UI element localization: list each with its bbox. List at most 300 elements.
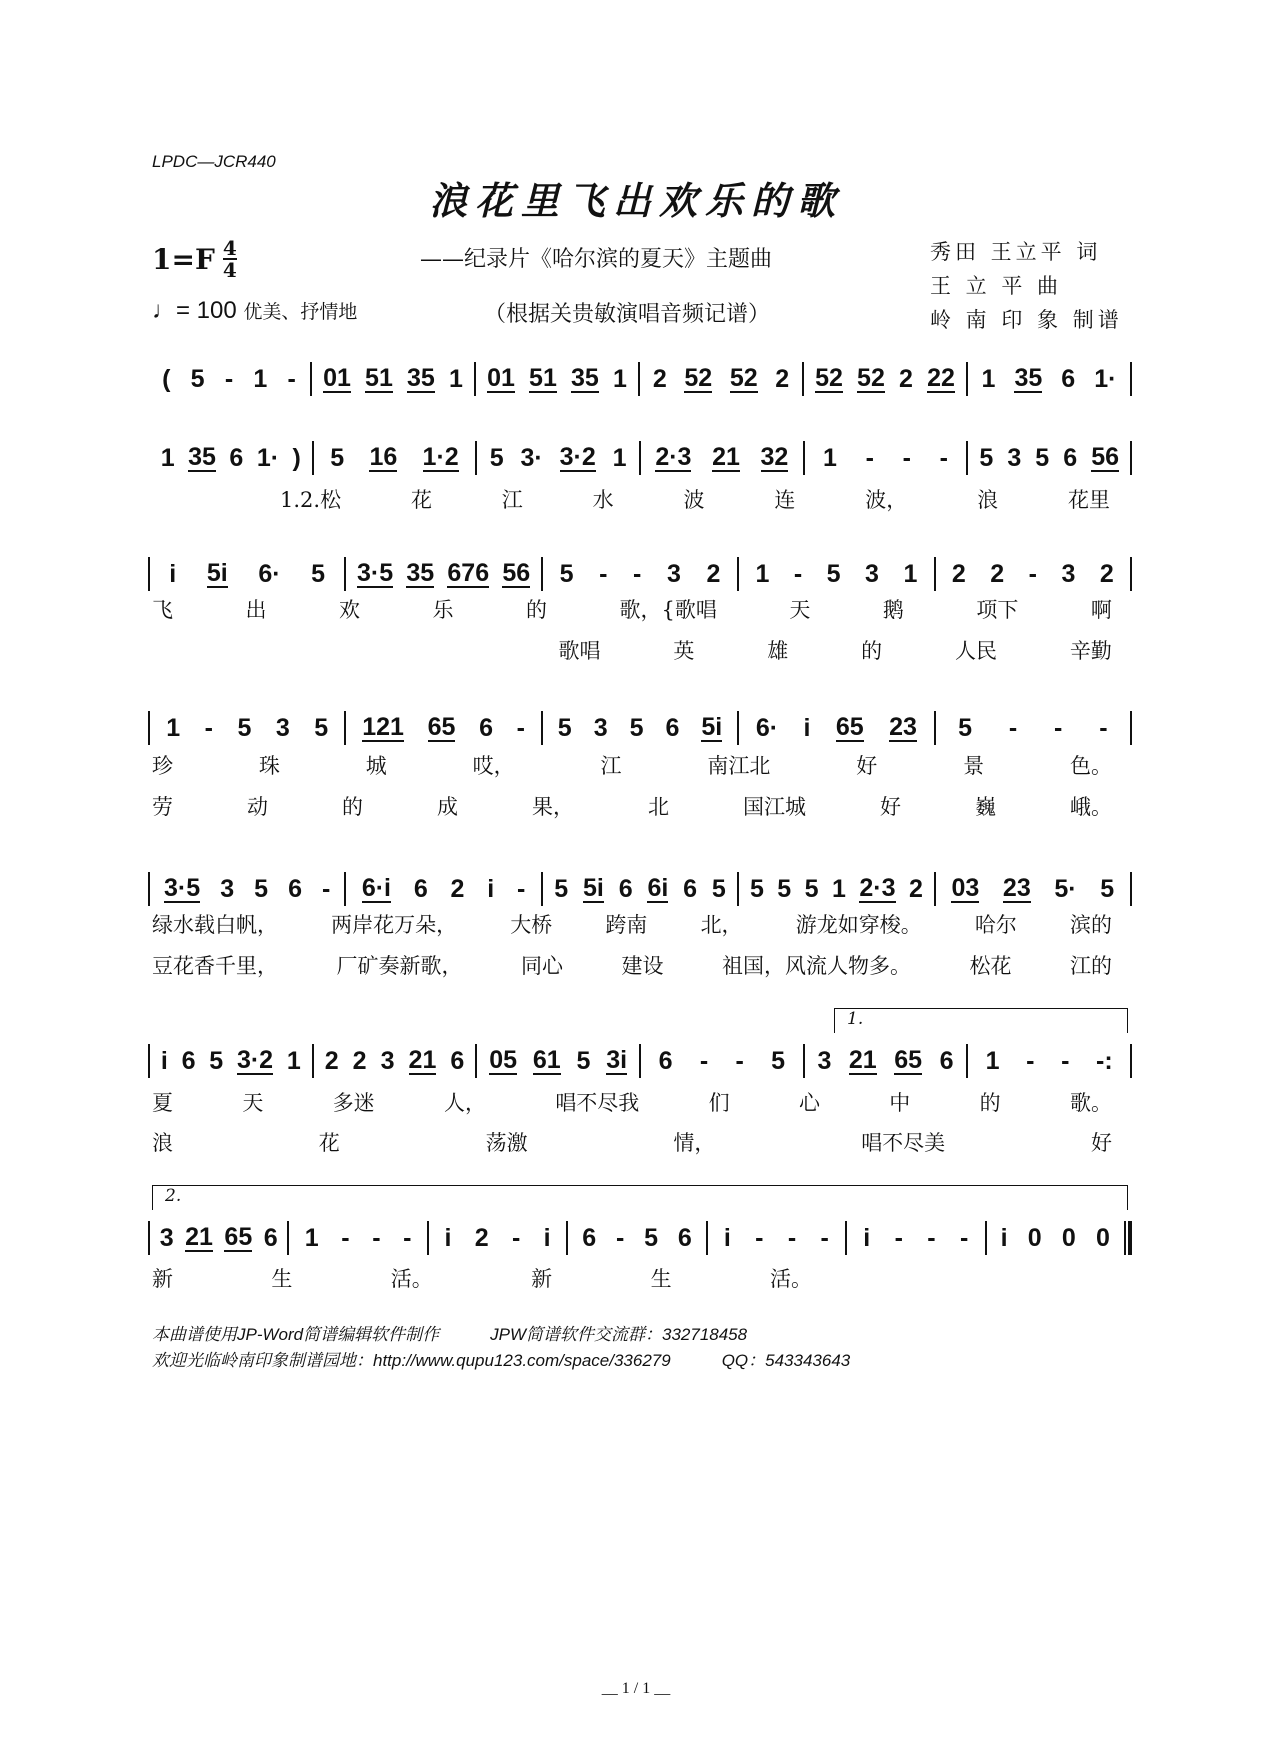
note: 1· (1094, 364, 1117, 393)
note: 21 (408, 1046, 437, 1074)
note: 52 (729, 364, 758, 392)
volta-label: 2. (165, 1186, 182, 1206)
note: i (543, 1223, 551, 1252)
lyric-syllable: 波， (865, 488, 908, 512)
note: 3 (220, 874, 235, 903)
note: 0 (1095, 1223, 1110, 1252)
note: 5 (190, 364, 205, 393)
note: 56 (1091, 443, 1119, 471)
note: 5 (1035, 443, 1050, 472)
note: 6·i (361, 874, 391, 902)
note: 1 (612, 443, 627, 472)
measure (739, 875, 933, 904)
note: - (511, 1223, 521, 1252)
note: 35 (407, 364, 435, 392)
note: 16 (369, 443, 398, 471)
measure (568, 1224, 705, 1253)
measure (708, 1224, 845, 1253)
measure (968, 365, 1130, 394)
lyric-syllable: 中 (889, 1091, 911, 1115)
note: 1 (612, 364, 627, 393)
note: 6 (618, 874, 633, 903)
note: - (633, 559, 642, 588)
note: 5 (749, 874, 764, 903)
measure (804, 365, 966, 394)
lyric-syllable: 新 (531, 1267, 553, 1291)
note: 3 (380, 1046, 395, 1075)
note: 1 (981, 364, 996, 393)
note: i (444, 1223, 452, 1252)
note: -: (1096, 1046, 1113, 1075)
lyric-syllable: 情， (673, 1131, 716, 1155)
note: 6 (582, 1223, 597, 1252)
lyric-syllable: 天 (789, 598, 811, 622)
note: - (517, 874, 526, 903)
note: - (204, 713, 213, 742)
lyric-syllable: 花 (410, 488, 432, 512)
note: 6 (677, 1223, 692, 1252)
lyric-syllable: 多迷 (332, 1091, 375, 1115)
measure (289, 1224, 426, 1253)
note: 3i (606, 1046, 628, 1074)
note: 2 (775, 364, 790, 393)
note: 3 (159, 1223, 174, 1252)
note: 1 (253, 364, 268, 393)
time-top: 4 (222, 236, 237, 260)
note: 6 (263, 1223, 278, 1252)
lyric-syllable: 哎， (472, 754, 515, 778)
note: 3·5 (357, 559, 394, 587)
note: i (160, 1046, 168, 1075)
lyric-syllable: 波 (683, 488, 705, 512)
note: 5 (559, 559, 574, 588)
bar-line (1130, 711, 1132, 745)
note: 1 (985, 1046, 1000, 1075)
notation-row (148, 1220, 1132, 1256)
note: - (1026, 1046, 1035, 1075)
lyric-syllable: 城 (365, 754, 387, 778)
note: 6 (683, 874, 698, 903)
lyric-syllable: 辛勤 (1069, 639, 1112, 663)
note: 52 (815, 364, 843, 392)
note: - (927, 1223, 936, 1252)
measure (314, 1047, 476, 1076)
lyric-syllable: 江 (600, 754, 622, 778)
lyric-syllable: 景 (963, 754, 985, 778)
lyric-syllable: 成 (437, 795, 458, 819)
note: 0 (1027, 1223, 1042, 1252)
lyric-syllable: 生 (271, 1267, 293, 1291)
measure (148, 365, 310, 394)
note: 3 (1061, 559, 1076, 588)
note: 676 (447, 559, 490, 587)
lyric-syllable: 滨的 (1069, 913, 1112, 937)
lyric-syllable: 唱不尽我 (555, 1091, 640, 1115)
note: 3 (593, 713, 608, 742)
lyric-syllable: 豆花香千里， (152, 954, 278, 978)
lyric-syllable: 歌，{歌唱 (619, 598, 717, 622)
note: 2 (706, 559, 721, 588)
note: 6 (288, 874, 302, 903)
lyric-syllable: 唱不尽美 (861, 1131, 946, 1155)
note: - (1008, 713, 1018, 742)
note: 1 (304, 1223, 319, 1252)
time-bottom: 4 (222, 258, 237, 282)
note: 6· (755, 713, 779, 742)
note: 2 (990, 559, 1005, 588)
bar-line (1124, 1221, 1132, 1255)
note: 1 (755, 559, 770, 588)
note: 5 (576, 1046, 591, 1075)
note: 51 (529, 364, 557, 392)
note: - (793, 559, 803, 588)
note: 65 (894, 1046, 923, 1074)
lyric-syllable: 巍 (975, 795, 996, 819)
lyric-syllable: 色。 (1070, 754, 1112, 778)
lyric-syllable: 珍 (152, 754, 173, 778)
lyric-syllable: 祖国，风流人物多。 (722, 954, 911, 978)
lyric-syllable: 夏 (152, 1091, 173, 1115)
note: 65 (427, 713, 456, 741)
lyric-syllable: 两岸花万朵， (331, 913, 458, 937)
note: - (615, 1223, 625, 1252)
key-signature (152, 238, 237, 280)
note: 2 (324, 1046, 339, 1075)
note: - (1099, 713, 1108, 742)
lyric-syllable: 心 (798, 1091, 820, 1115)
note: 5 (1100, 874, 1115, 903)
composer: 王 立 平 曲 (930, 274, 1063, 298)
bar-line (1130, 441, 1132, 475)
note: 1 (823, 443, 837, 472)
lyric-syllable: 啊 (1090, 598, 1112, 622)
lyric-syllable: 1.2.松 (280, 488, 342, 512)
note: 5 (557, 713, 572, 742)
lyric-syllable: 厂矿奏新歌， (336, 954, 463, 978)
time-signature (223, 238, 237, 280)
note: 6 (665, 713, 680, 742)
note: 05 (489, 1046, 518, 1074)
note: 52 (857, 364, 885, 392)
lyric-line (152, 909, 1112, 939)
lyric-syllable: 绿水载白帆， (152, 913, 278, 937)
note: 2 (450, 874, 465, 903)
note: 35 (188, 443, 216, 471)
lyric-line (152, 791, 1112, 821)
note: 1 (160, 443, 175, 472)
note: 3·2 (236, 1046, 274, 1074)
measure (987, 1224, 1124, 1253)
note: 5 (711, 874, 726, 903)
lyric-syllable: 江的 (1070, 954, 1112, 978)
measure (429, 1224, 566, 1253)
note: 1 (832, 874, 846, 903)
bar-line (1130, 1044, 1132, 1078)
lyric-syllable: 活。 (390, 1267, 433, 1291)
measure (477, 1047, 639, 1076)
lyric-syllable: 跨南 (605, 913, 648, 937)
lyric-syllable: 珠 (258, 754, 280, 778)
volta-label: 1. (847, 1009, 864, 1029)
lyric-syllable: 花 (318, 1131, 340, 1155)
lyric-syllable: 峨。 (1070, 795, 1112, 819)
note: 5 (314, 713, 329, 742)
note: 5 (826, 559, 841, 588)
note: 1·2 (422, 443, 459, 471)
measure (150, 1047, 312, 1076)
note: 5 (489, 443, 504, 472)
note: 5 (644, 1223, 659, 1252)
lyric-line (152, 750, 1112, 780)
key: 1=F (152, 242, 215, 276)
note: 5i (701, 713, 723, 741)
note: 5 (330, 443, 345, 472)
note: 121 (362, 713, 404, 741)
lyric-syllable: 水 (592, 488, 614, 512)
note: 61 (532, 1046, 561, 1074)
bar-line (1130, 557, 1132, 591)
note: 2·3 (859, 874, 896, 902)
measure (805, 444, 967, 473)
notation-row (148, 710, 1132, 746)
note: 6 (229, 443, 244, 472)
measure (968, 444, 1130, 473)
note: 65 (224, 1223, 253, 1251)
note: 2 (352, 1046, 367, 1075)
lyric-syllable: 人， (443, 1091, 486, 1115)
footer-line-2: 欢迎光临岭南印象制谱园地：http://www.qupu123.com/space/336279 QQ：543343643 (152, 1351, 851, 1370)
lyric-syllable: 天 (242, 1091, 264, 1115)
note: - (1028, 559, 1037, 588)
bar-line (1130, 872, 1132, 906)
page-number: __ 1 / 1 __ (601, 1680, 671, 1697)
note: 2 (1099, 559, 1114, 588)
lyric-syllable: 国江城 (743, 795, 806, 819)
note: 3 (666, 559, 681, 588)
note: 6 (450, 1046, 465, 1075)
note: 01 (323, 364, 351, 392)
note: 22 (927, 364, 955, 392)
measure (150, 875, 344, 904)
lyric-syllable: 雄 (767, 639, 789, 663)
lyric-syllable: 花里 (1067, 488, 1110, 512)
lyric-syllable: 北， (700, 913, 743, 937)
lyric-syllable: 荡激 (485, 1131, 528, 1155)
score-code: LPDC—JCR440 (152, 152, 276, 171)
notation-row (148, 361, 1132, 397)
measure (150, 444, 312, 473)
note: i (1000, 1223, 1008, 1252)
lyric-syllable: 连 (774, 488, 796, 512)
lyric-syllable: 好 (1090, 1131, 1112, 1155)
note: 2 (951, 559, 966, 588)
note: - (865, 443, 874, 472)
note: 21 (185, 1223, 213, 1251)
note: 2·3 (655, 443, 692, 471)
note: 3· (520, 443, 543, 472)
note: - (372, 1223, 381, 1252)
note: 56 (502, 559, 531, 587)
lyric-syllable: 歌。 (1069, 1091, 1112, 1115)
note: 1 (903, 559, 918, 588)
note: 5 (804, 874, 819, 903)
measure (543, 875, 737, 904)
note: 3 (817, 1046, 832, 1075)
arranger: 岭 南 印 象 制谱 (930, 308, 1123, 332)
note: 1· (256, 443, 280, 472)
measure (936, 714, 1130, 743)
note: 3·2 (559, 443, 596, 471)
note: 2 (899, 364, 913, 393)
lyric-syllable: 活。 (769, 1267, 812, 1291)
measure (805, 1047, 967, 1076)
lyric-syllable: 欢 (339, 598, 360, 622)
lyric-syllable: 的 (979, 1091, 1001, 1115)
volta-bracket (834, 1008, 1128, 1033)
note: - (787, 1223, 797, 1252)
note: - (1054, 713, 1063, 742)
note: 5 (979, 443, 994, 472)
lyric-syllable: 浪 (977, 488, 999, 512)
note: 5i (206, 559, 228, 587)
measure (346, 714, 540, 743)
lyric-line (280, 484, 1110, 514)
note: 32 (760, 443, 789, 471)
measure (150, 714, 344, 743)
note: - (1061, 1046, 1070, 1075)
note: 1 (166, 713, 181, 742)
measure (476, 365, 638, 394)
measure (477, 444, 639, 473)
note: 5 (554, 874, 569, 903)
lyric-syllable: 好 (880, 795, 901, 819)
expression: 优美、抒情地 (243, 302, 358, 323)
note: i (863, 1223, 871, 1252)
note: 21 (848, 1046, 877, 1074)
note: 6 (1063, 443, 1078, 472)
measure (739, 714, 933, 743)
measure (641, 1047, 803, 1076)
note: 3 (275, 713, 290, 742)
note: 5 (237, 713, 252, 742)
note: - (224, 364, 234, 393)
note: i (487, 874, 495, 903)
lyric-syllable: 好 (856, 754, 878, 778)
lyric-line (152, 1087, 1112, 1117)
lyric-syllable: 松花 (969, 954, 1012, 978)
note: 35 (571, 364, 599, 392)
lyric-syllable: 们 (708, 1091, 730, 1115)
lyric-syllable: 鹅 (882, 598, 904, 622)
lyric-syllable: 乐 (432, 598, 454, 622)
lyric-syllable: 新 (152, 1267, 173, 1291)
note: 01 (487, 364, 515, 392)
note: 1 (286, 1046, 301, 1075)
note: 23 (889, 713, 917, 741)
lyric-syllable: 歌唱 (516, 639, 601, 663)
note: 65 (835, 713, 864, 741)
note: i (803, 713, 811, 742)
measure (641, 444, 803, 472)
lyric-syllable: 出 (245, 598, 267, 622)
note: 35 (1014, 364, 1043, 392)
lyric-syllable: 的 (861, 639, 883, 663)
notation-row (148, 871, 1132, 907)
volta-bracket (152, 1185, 1128, 1210)
tempo-value: = 100 (176, 297, 237, 324)
lyric-line (152, 1127, 1112, 1157)
note: 52 (684, 364, 713, 392)
note: ( (162, 364, 171, 393)
lyricist: 秀田 王立平 词 (930, 240, 1102, 264)
lyric-syllable: 哈尔 (974, 913, 1017, 937)
note: 5 (629, 713, 644, 742)
lyric-syllable: 江 (501, 488, 523, 512)
notation-row (148, 1043, 1132, 1079)
lyric-syllable: 生 (650, 1267, 672, 1291)
note: 6 (181, 1046, 196, 1075)
note: - (902, 443, 911, 472)
note: 6 (479, 713, 493, 742)
lyric-syllable: 的 (342, 795, 363, 819)
note: 5 (209, 1046, 224, 1075)
note: - (959, 1223, 969, 1252)
note: 2 (474, 1223, 489, 1252)
note: - (755, 1223, 764, 1252)
note: - (341, 1223, 350, 1252)
note: 51 (365, 364, 393, 392)
measure (346, 560, 540, 588)
measure (936, 560, 1130, 589)
lyric-syllable: 劳 (152, 795, 173, 819)
note: ) (292, 443, 301, 472)
lyric-line (152, 1263, 812, 1293)
lyric-syllable: 同心 (521, 954, 563, 978)
lyric-syllable: 建设 (621, 954, 664, 978)
note: - (820, 1223, 829, 1252)
song-title: 浪花里飞出欢乐的歌 (428, 178, 843, 223)
note: - (894, 1223, 903, 1252)
measure (936, 875, 1130, 904)
note: 2 (908, 874, 923, 903)
note: 21 (712, 443, 740, 471)
lyric-syllable: 游龙如穿梭。 (795, 913, 922, 937)
note: 6 (413, 874, 428, 903)
note: 2 (652, 364, 667, 393)
note: - (516, 713, 525, 742)
source-note: （根据关贵敏演唱音频记谱） (484, 302, 771, 327)
measure (150, 1224, 287, 1253)
lyric-syllable: 动 (247, 795, 268, 819)
lyric-line (152, 635, 1112, 665)
bar-line (1130, 362, 1132, 396)
note: 1 (448, 364, 463, 393)
note: 6· (258, 559, 281, 588)
note: 3·5 (164, 874, 201, 902)
note: 6 (1061, 364, 1076, 393)
lyric-syllable: 北 (648, 795, 669, 819)
lyric-syllable: 大桥 (510, 913, 553, 937)
note: 0 (1061, 1223, 1076, 1252)
quarter-note-icon: ♩ (152, 297, 176, 324)
lyric-syllable: 英 (673, 639, 695, 663)
lyric-syllable: 浪 (152, 1131, 173, 1155)
note: - (599, 559, 608, 588)
note: 6 (658, 1046, 673, 1075)
note: 6 (939, 1046, 954, 1075)
note: 5 (254, 874, 269, 903)
note: 35 (406, 559, 435, 587)
